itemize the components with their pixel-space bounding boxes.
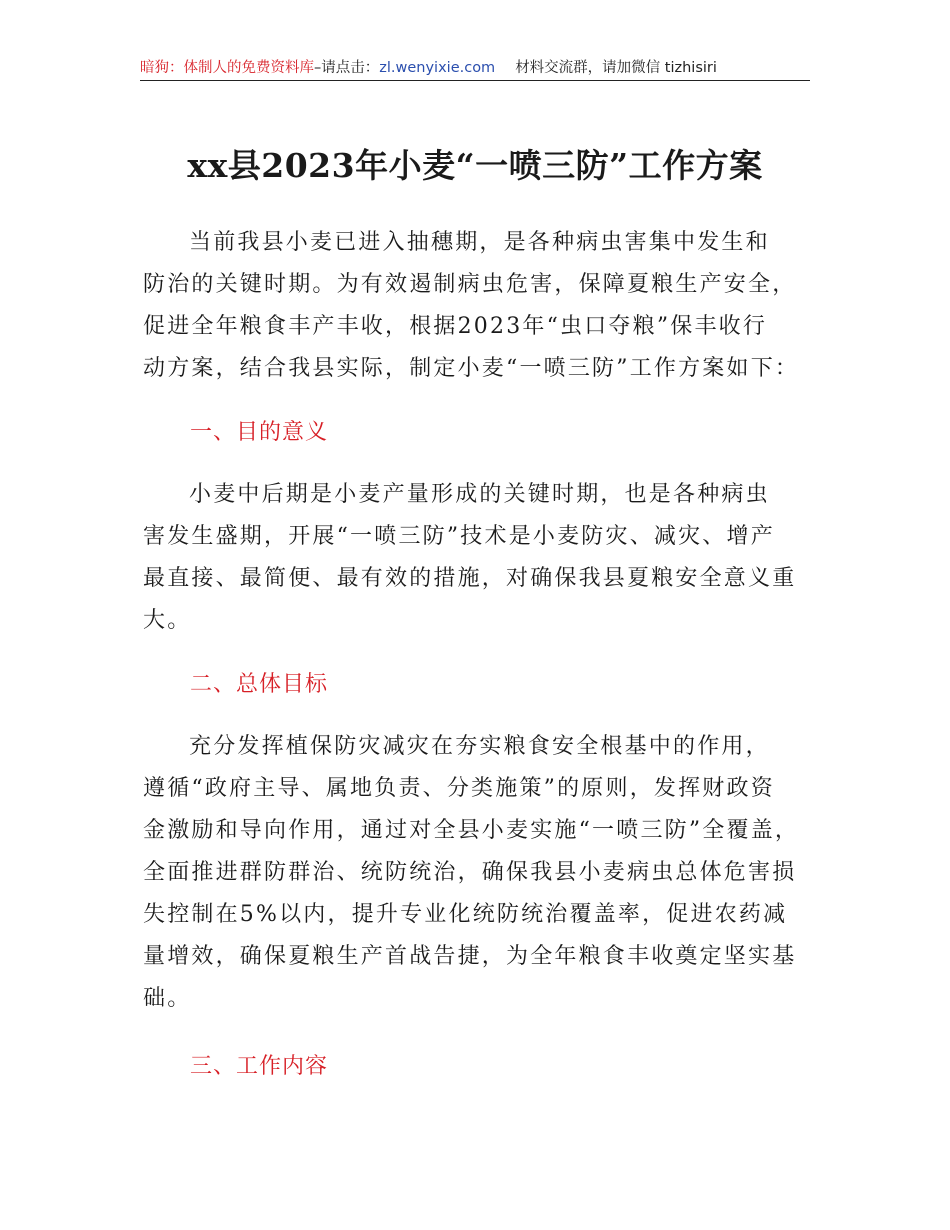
paragraph-line: 促进全年粮食丰产丰收，根据2023年“虫口夺粮”保丰收行 <box>143 314 768 339</box>
paragraph-line: 遵循“政府主导、属地负责、分类施策”的原则，发挥财政资 <box>143 776 775 801</box>
paragraph-line: 害发生盛期，开展“一喷三防”技术是小麦防灾、减灾、增产 <box>143 524 775 549</box>
section-heading-work-content: 三、工作内容 <box>190 1054 329 1079</box>
header-cta: –请点击： <box>314 60 380 76</box>
header-url-link[interactable]: zl.wenyixie.com <box>379 60 496 76</box>
section-heading-purpose: 一、目的意义 <box>190 420 329 445</box>
paragraph-line: 失控制在5%以内，提升专业化统防统治覆盖率，促进农药减 <box>143 902 788 927</box>
paragraph-line: 量增效，确保夏粮生产首战告捷，为全年粮食丰收奠定坚实基 <box>143 944 797 969</box>
header-divider <box>140 80 810 81</box>
paragraph-line: 大。 <box>143 608 192 633</box>
section-heading-goals: 二、总体目标 <box>190 672 329 697</box>
paragraph-line: 当前我县小麦已进入抽穗期，是各种病虫害集中发生和 <box>189 230 770 255</box>
header-contact: 材料交流群，请加微信 tizhisiri <box>515 60 717 76</box>
paragraph-line: 防治的关键时期。为有效遏制病虫危害，保障夏粮生产安全， <box>143 272 797 297</box>
paragraph-line: 充分发挥植保防灾减灾在夯实粮食安全根基中的作用， <box>189 734 770 759</box>
paragraph-line: 最直接、最简便、最有效的措施，对确保我县夏粮安全意义重 <box>143 566 797 591</box>
document-title: xx县2023年小麦“一喷三防”工作方案 <box>187 146 763 185</box>
page-header <box>140 56 810 80</box>
paragraph-line: 动方案，结合我县实际，制定小麦“一喷三防”工作方案如下： <box>143 356 800 381</box>
intro-paragraph <box>143 222 813 390</box>
paragraph-line: 全面推进群防群治、统防统治，确保我县小麦病虫总体危害损 <box>143 860 797 885</box>
paragraph-line: 础。 <box>143 986 192 1011</box>
purpose-paragraph <box>143 474 813 642</box>
paragraph-line: 小麦中后期是小麦产量形成的关键时期，也是各种病虫 <box>189 482 770 507</box>
goals-paragraph <box>143 726 813 1020</box>
paragraph-line: 金激励和导向作用，通过对全县小麦实施“一喷三防”全覆盖， <box>143 818 800 843</box>
header-brand: 暗狗：体制人的免费资料库 <box>140 60 314 76</box>
